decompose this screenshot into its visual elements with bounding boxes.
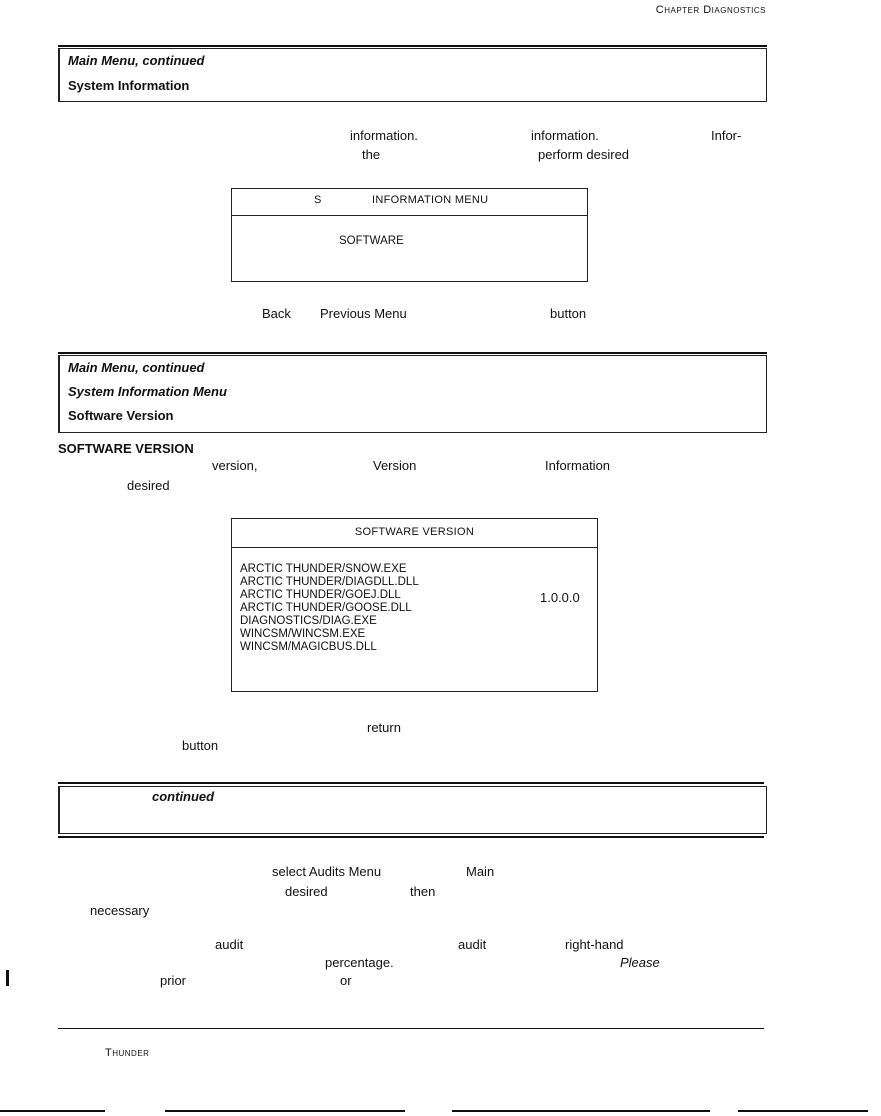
menu-title-rule	[232, 215, 587, 216]
panel-title-rule	[232, 547, 597, 548]
para5-fragment: audit	[458, 937, 487, 952]
page-header: Chapter Diagnostics	[655, 4, 766, 16]
para1-fragment: information.	[350, 128, 418, 143]
section-header-audits	[58, 786, 767, 834]
para1-fragment: Infor-	[711, 128, 742, 143]
software-file-item: ARCTIC THUNDER/SNOW.EXE	[240, 563, 407, 575]
section-line-main-menu: Main Menu, continued	[68, 360, 205, 375]
section-line-system-information: System Information	[68, 78, 190, 93]
para3-fragment: Version	[373, 458, 417, 473]
section3-bottom-rule	[58, 836, 764, 838]
bottom-rule	[0, 1110, 105, 1112]
bottom-rule	[165, 1110, 405, 1112]
para5-fragment: desired	[285, 884, 328, 899]
footer-text: Thunder	[105, 1047, 150, 1059]
section-header-software-version	[58, 355, 767, 433]
menu-title: INFORMATION MENU	[372, 194, 489, 206]
para4-fragment: button	[182, 738, 219, 753]
para4-fragment: return	[367, 720, 401, 735]
system-information-menu-panel	[231, 188, 588, 282]
software-version-number: 1.0.0.0	[540, 590, 580, 605]
section-line-main-menu: Main Menu, continued	[68, 53, 205, 68]
software-file-item: ARCTIC THUNDER/GOOSE.DLL	[240, 602, 412, 614]
para2-fragment: Previous Menu	[320, 306, 407, 321]
section-line-software-version: Software Version	[68, 408, 174, 423]
para2-fragment: Back	[262, 306, 291, 321]
software-version-panel	[231, 518, 598, 692]
para5-fragment: right-hand	[565, 937, 624, 952]
footer-rule	[58, 1028, 764, 1029]
para1-fragment: perform desired	[538, 147, 630, 162]
software-version-heading: SOFTWARE VERSION	[58, 441, 194, 456]
software-file-item: ARCTIC THUNDER/DIAGDLL.DLL	[240, 576, 419, 588]
section-line-continued: continued	[152, 789, 215, 804]
para1-fragment: information.	[531, 128, 599, 143]
para5-fragment: then	[410, 884, 436, 899]
section-top-rule	[58, 45, 767, 47]
para3-fragment: desired	[127, 478, 170, 493]
margin-mark	[6, 970, 9, 986]
para2-fragment: button	[550, 306, 587, 321]
para5-fragment: prior	[160, 973, 187, 988]
software-version-panel-title: SOFTWARE VERSION	[354, 526, 475, 538]
para5-fragment: or	[340, 973, 352, 988]
para5-fragment: select Audits Menu	[272, 864, 382, 879]
section-top-rule	[58, 352, 767, 354]
software-file-item: DIAGNOSTICS/DIAG.EXE	[240, 615, 377, 627]
bottom-rule	[738, 1110, 868, 1112]
software-file-list	[240, 563, 419, 654]
bottom-rule	[452, 1110, 710, 1112]
menu-item-software[interactable]: SOFTWARE	[339, 235, 404, 247]
software-file-item: WINCSM/MAGICBUS.DLL	[240, 641, 377, 653]
para5-fragment: audit	[215, 937, 244, 952]
para5-fragment: percentage.	[325, 955, 394, 970]
section3-top-rule	[58, 782, 764, 784]
para3-fragment: Information	[545, 458, 611, 473]
software-file-item: ARCTIC THUNDER/GOEJ.DLL	[240, 589, 401, 601]
section-line-system-information-menu: System Information Menu	[68, 384, 227, 399]
para1-fragment: the	[362, 147, 381, 162]
para5-fragment: Please	[620, 955, 660, 970]
section-header-system-information	[58, 48, 767, 102]
para5-fragment: Main	[466, 864, 495, 879]
para5-fragment: necessary	[90, 903, 150, 918]
software-file-item: WINCSM/WINCSM.EXE	[240, 628, 366, 640]
para3-fragment: version,	[212, 458, 258, 473]
menu-title-fragment: S	[314, 194, 322, 206]
